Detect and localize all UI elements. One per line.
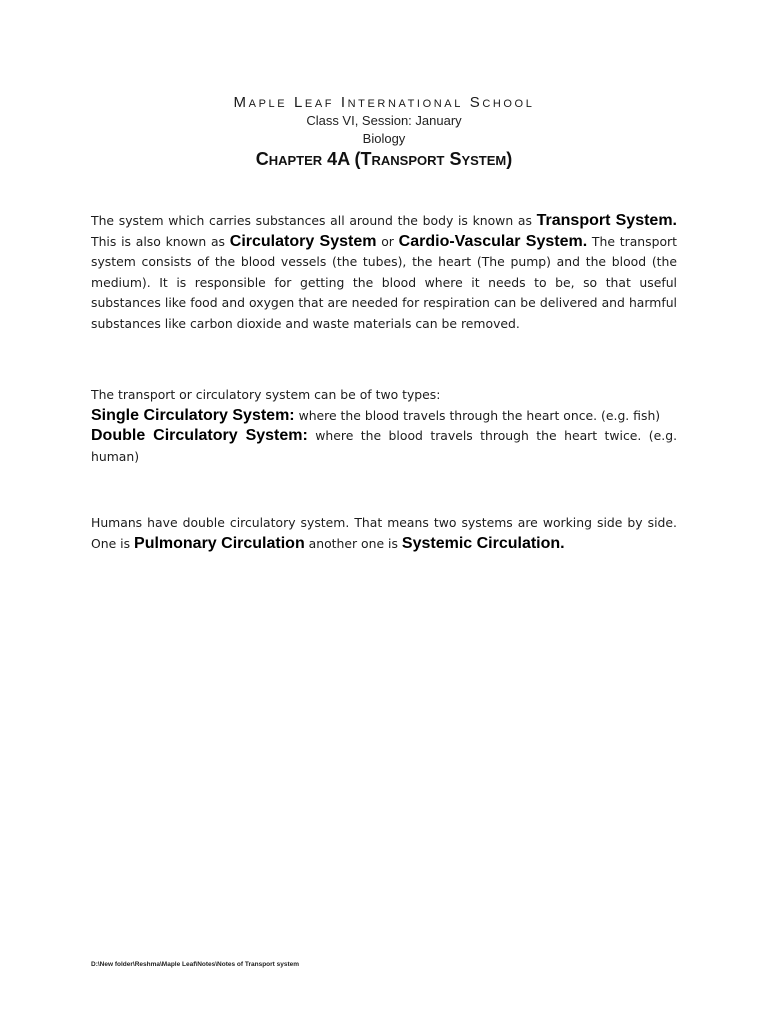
single-circulatory-item (91, 406, 677, 427)
keyword-systemic-circulation: Systemic Circulation. (401, 534, 565, 552)
single-circulatory-text: where the blood travels through the heart once. (e.g. fish) (294, 407, 661, 423)
footer-file-path: D:\New folder\Reshma\Maple Leaf\Notes\Notes of Transport system (91, 961, 300, 968)
keyword-transport-system: Transport System. (536, 212, 677, 229)
school-name: Maple Leaf International School (233, 94, 535, 111)
intro-text-1: The system which carries substances all around the body is known as (91, 213, 537, 228)
subject-title: Biology (362, 131, 406, 146)
types-paragraph (91, 385, 677, 467)
humans-paragraph (91, 513, 677, 554)
intro-text-4: The transport system consists of the blood vessels (the tubes), the heart (The pump) and the blood (the medium). It is responsible for getting the blood where it needs to be, so that useful substances like food and oxygen that are needed for respiration can be delivered and harmful substances like carbon dioxide and waste materials can be removed. (91, 233, 677, 331)
chapter-title: Chapter 4A (Transport System) (255, 149, 513, 169)
keyword-cardio-vascular-system: Cardio-Vascular System. (398, 232, 588, 250)
keyword-double-circulatory-system: Double Circulatory System: (91, 427, 308, 445)
humans-text-1: Humans have double circulatory system. That means two systems are working side by side. One is (91, 515, 677, 551)
double-circulatory-text: where the blood travels through the heart twice. (e.g. human) (91, 428, 678, 464)
intro-text-3: or (376, 233, 399, 249)
types-lead: The transport or circulatory system can be of two types: (91, 387, 441, 402)
keyword-circulatory-system: Circulatory System (229, 232, 377, 250)
double-circulatory-item (91, 426, 677, 467)
humans-text-2: another one is (304, 535, 402, 551)
keyword-single-circulatory-system: Single Circulatory System: (91, 406, 295, 424)
intro-text-2: This is also known as (91, 233, 230, 249)
class-session: Class VI, Session: January (306, 113, 462, 128)
intro-paragraph (91, 211, 677, 335)
keyword-pulmonary-circulation: Pulmonary Circulation (134, 534, 305, 552)
